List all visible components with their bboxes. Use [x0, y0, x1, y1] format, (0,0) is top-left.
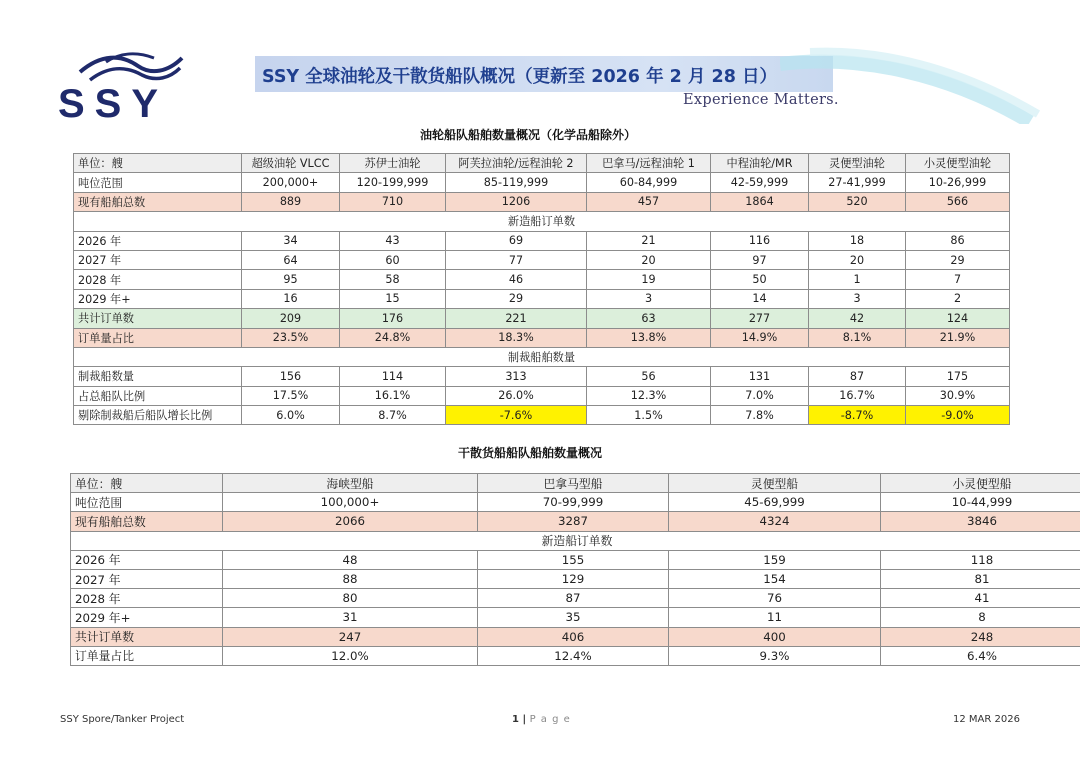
table-cell: 176 [340, 309, 446, 328]
table-cell: 64 [242, 250, 340, 269]
table-cell: 77 [446, 250, 587, 269]
total-orders-row [71, 627, 1080, 646]
table-cell: 156 [242, 367, 340, 386]
column-header: 苏伊士油轮 [340, 154, 446, 173]
table-cell: 15 [340, 289, 446, 308]
table-cell: 200,000+ [242, 173, 340, 192]
footer-date: 12 MAR 2026 [953, 714, 1020, 725]
tonnage-row [71, 493, 1080, 512]
row-label: 现有船舶总数 [74, 192, 242, 211]
table-cell: 3846 [881, 512, 1080, 531]
table-cell: 1.5% [587, 406, 711, 425]
page-separator: | [518, 714, 530, 725]
table-cell: 100,000+ [223, 493, 478, 512]
row-label: 2027 年 [71, 569, 223, 588]
logo-wordmark: SSY [58, 82, 169, 126]
table-cell: 14 [711, 289, 809, 308]
table-cell: 114 [340, 367, 446, 386]
column-header: 小灵便型船 [881, 474, 1080, 493]
page-title: SSY 全球油轮及干散货船队概况（更新至 2026 年 2 月 28 日） [262, 67, 777, 87]
table-cell: 566 [906, 192, 1010, 211]
table-cell: 23.5% [242, 328, 340, 347]
table-cell: 277 [711, 309, 809, 328]
table-cell: 58 [340, 270, 446, 289]
table-cell: 26.0% [446, 386, 587, 405]
table-cell: 30.9% [906, 386, 1010, 405]
orders-row-2028 [74, 270, 1010, 289]
table-cell: 56 [587, 367, 711, 386]
table-cell: 159 [669, 550, 881, 569]
row-label: 2028 年 [74, 270, 242, 289]
sanctioned-row [74, 367, 1010, 386]
table-cell: 16.7% [809, 386, 906, 405]
table-cell: 118 [881, 550, 1080, 569]
table-cell: 13.8% [587, 328, 711, 347]
bulk-header-row [71, 474, 1080, 493]
column-header: 灵便型船 [669, 474, 881, 493]
highlighted-cell: -7.6% [446, 406, 587, 425]
column-header: 超级油轮 VLCC [242, 154, 340, 173]
table-cell: 3287 [478, 512, 669, 531]
table-cell: 34 [242, 231, 340, 250]
bulk-table [70, 473, 1080, 666]
row-label: 制裁船数量 [74, 367, 242, 386]
table-cell: 221 [446, 309, 587, 328]
orderbook-heading-row [71, 531, 1080, 550]
footer-page [512, 714, 571, 725]
table-cell: 2 [906, 289, 1010, 308]
orders-row-2026 [74, 231, 1010, 250]
table-cell: 21.9% [906, 328, 1010, 347]
table-cell: 20 [587, 250, 711, 269]
tanker-section-title: 油轮船队船舶数量概况（化学品船除外） [420, 128, 637, 142]
table-cell: 3 [587, 289, 711, 308]
row-label: 共计订单数 [71, 627, 223, 646]
orders-row-2028 [71, 589, 1080, 608]
table-cell: 4324 [669, 512, 881, 531]
row-label: 订单量占比 [71, 646, 223, 665]
table-cell: 29 [446, 289, 587, 308]
table-cell: 43 [340, 231, 446, 250]
table-cell: 1206 [446, 192, 587, 211]
table-cell: 247 [223, 627, 478, 646]
column-header: 巴拿马/远程油轮 1 [587, 154, 711, 173]
table-cell: 313 [446, 367, 587, 386]
table-cell: 21 [587, 231, 711, 250]
highlighted-cell: -9.0% [906, 406, 1010, 425]
table-cell: 175 [906, 367, 1010, 386]
table-cell: 35 [478, 608, 669, 627]
footer-project: SSY Spore/Tanker Project [60, 714, 185, 725]
table-cell: 124 [906, 309, 1010, 328]
table-cell: 29 [906, 250, 1010, 269]
table-cell: 209 [242, 309, 340, 328]
growth-ex-sanction-row [74, 406, 1010, 425]
column-header: 巴拿马型船 [478, 474, 669, 493]
table-cell: 18 [809, 231, 906, 250]
row-label: 吨位范围 [74, 173, 242, 192]
table-cell: 131 [711, 367, 809, 386]
table-cell: 86 [906, 231, 1010, 250]
table-cell: 9.3% [669, 646, 881, 665]
table-cell: 41 [881, 589, 1080, 608]
table-cell: 2066 [223, 512, 478, 531]
fleet-total-row [71, 512, 1080, 531]
tanker-table [73, 153, 1010, 425]
row-label: 剔除制裁船后船队增长比例 [74, 406, 242, 425]
orders-row-2026 [71, 550, 1080, 569]
table-cell: 76 [669, 589, 881, 608]
table-cell: 31 [223, 608, 478, 627]
table-cell: 12.3% [587, 386, 711, 405]
table-cell: 1864 [711, 192, 809, 211]
highlighted-cell: -8.7% [809, 406, 906, 425]
table-cell: 889 [242, 192, 340, 211]
column-header: 小灵便型油轮 [906, 154, 1010, 173]
table-cell: 48 [223, 550, 478, 569]
table-cell: 88 [223, 569, 478, 588]
table-cell: 50 [711, 270, 809, 289]
column-header: 单位：艘 [71, 474, 223, 493]
orders-row-2029 [74, 289, 1010, 308]
table-cell: 8 [881, 608, 1080, 627]
table-cell: 24.8% [340, 328, 446, 347]
table-cell: 7.0% [711, 386, 809, 405]
total-orders-row [74, 309, 1010, 328]
table-cell: 10-44,999 [881, 493, 1080, 512]
table-cell: 60 [340, 250, 446, 269]
table-cell: 69 [446, 231, 587, 250]
orderbook-heading-row [74, 212, 1010, 231]
column-header: 灵便型油轮 [809, 154, 906, 173]
table-cell: 70-99,999 [478, 493, 669, 512]
row-label: 现有船舶总数 [71, 512, 223, 531]
row-label: 2029 年+ [74, 289, 242, 308]
table-cell: 97 [711, 250, 809, 269]
tagline: Experience Matters. [683, 92, 839, 108]
table-cell: 7 [906, 270, 1010, 289]
table-cell: 7.8% [711, 406, 809, 425]
fleet-total-row [74, 192, 1010, 211]
table-cell: 248 [881, 627, 1080, 646]
order-ratio-row [74, 328, 1010, 347]
table-cell: 87 [809, 367, 906, 386]
sanction-heading-row [74, 347, 1010, 366]
table-cell: 406 [478, 627, 669, 646]
sanction-heading: 制裁船舶数量 [74, 347, 1010, 366]
table-cell: 46 [446, 270, 587, 289]
table-cell: 8.7% [340, 406, 446, 425]
table-cell: 95 [242, 270, 340, 289]
table-cell: 11 [669, 608, 881, 627]
table-cell: 10-26,999 [906, 173, 1010, 192]
table-cell: 19 [587, 270, 711, 289]
table-cell: 8.1% [809, 328, 906, 347]
orderbook-heading: 新造船订单数 [71, 531, 1080, 550]
row-label: 2028 年 [71, 589, 223, 608]
tonnage-row [74, 173, 1010, 192]
table-cell: 12.4% [478, 646, 669, 665]
page-word: P a g e [529, 714, 571, 725]
table-cell: 120-199,999 [340, 173, 446, 192]
row-label: 共计订单数 [74, 309, 242, 328]
column-header: 海峡型船 [223, 474, 478, 493]
table-cell: 81 [881, 569, 1080, 588]
tanker-header-row [74, 154, 1010, 173]
table-cell: 60-84,999 [587, 173, 711, 192]
row-label: 订单量占比 [74, 328, 242, 347]
decorative-swoosh [780, 44, 1040, 124]
table-cell: 85-119,999 [446, 173, 587, 192]
row-label: 吨位范围 [71, 493, 223, 512]
page-number: 1 [512, 714, 519, 725]
column-header: 中程油轮/MR [711, 154, 809, 173]
waves-icon [76, 50, 186, 84]
row-label: 占总船队比例 [74, 386, 242, 405]
table-cell: 1 [809, 270, 906, 289]
table-cell: 6.0% [242, 406, 340, 425]
table-cell: 457 [587, 192, 711, 211]
table-cell: 155 [478, 550, 669, 569]
orderbook-heading: 新造船订单数 [74, 212, 1010, 231]
table-cell: 129 [478, 569, 669, 588]
table-cell: 45-69,999 [669, 493, 881, 512]
table-cell: 14.9% [711, 328, 809, 347]
orders-row-2027 [74, 250, 1010, 269]
table-cell: 16.1% [340, 386, 446, 405]
table-cell: 400 [669, 627, 881, 646]
column-header: 阿芙拉油轮/远程油轮 2 [446, 154, 587, 173]
table-cell: 116 [711, 231, 809, 250]
table-cell: 18.3% [446, 328, 587, 347]
column-header: 单位：艘 [74, 154, 242, 173]
row-label: 2029 年+ [71, 608, 223, 627]
table-cell: 87 [478, 589, 669, 608]
orders-row-2029 [71, 608, 1080, 627]
table-cell: 80 [223, 589, 478, 608]
table-cell: 42-59,999 [711, 173, 809, 192]
table-cell: 42 [809, 309, 906, 328]
table-cell: 27-41,999 [809, 173, 906, 192]
order-ratio-row [71, 646, 1080, 665]
table-cell: 154 [669, 569, 881, 588]
table-cell: 6.4% [881, 646, 1080, 665]
table-cell: 3 [809, 289, 906, 308]
table-cell: 17.5% [242, 386, 340, 405]
sanction-share-row [74, 386, 1010, 405]
table-cell: 20 [809, 250, 906, 269]
ssy-logo [58, 50, 208, 126]
row-label: 2027 年 [74, 250, 242, 269]
row-label: 2026 年 [74, 231, 242, 250]
table-cell: 63 [587, 309, 711, 328]
table-cell: 12.0% [223, 646, 478, 665]
table-cell: 520 [809, 192, 906, 211]
table-cell: 16 [242, 289, 340, 308]
table-cell: 710 [340, 192, 446, 211]
orders-row-2027 [71, 569, 1080, 588]
bulk-section-title: 干散货船船队船舶数量概况 [458, 446, 603, 460]
row-label: 2026 年 [71, 550, 223, 569]
